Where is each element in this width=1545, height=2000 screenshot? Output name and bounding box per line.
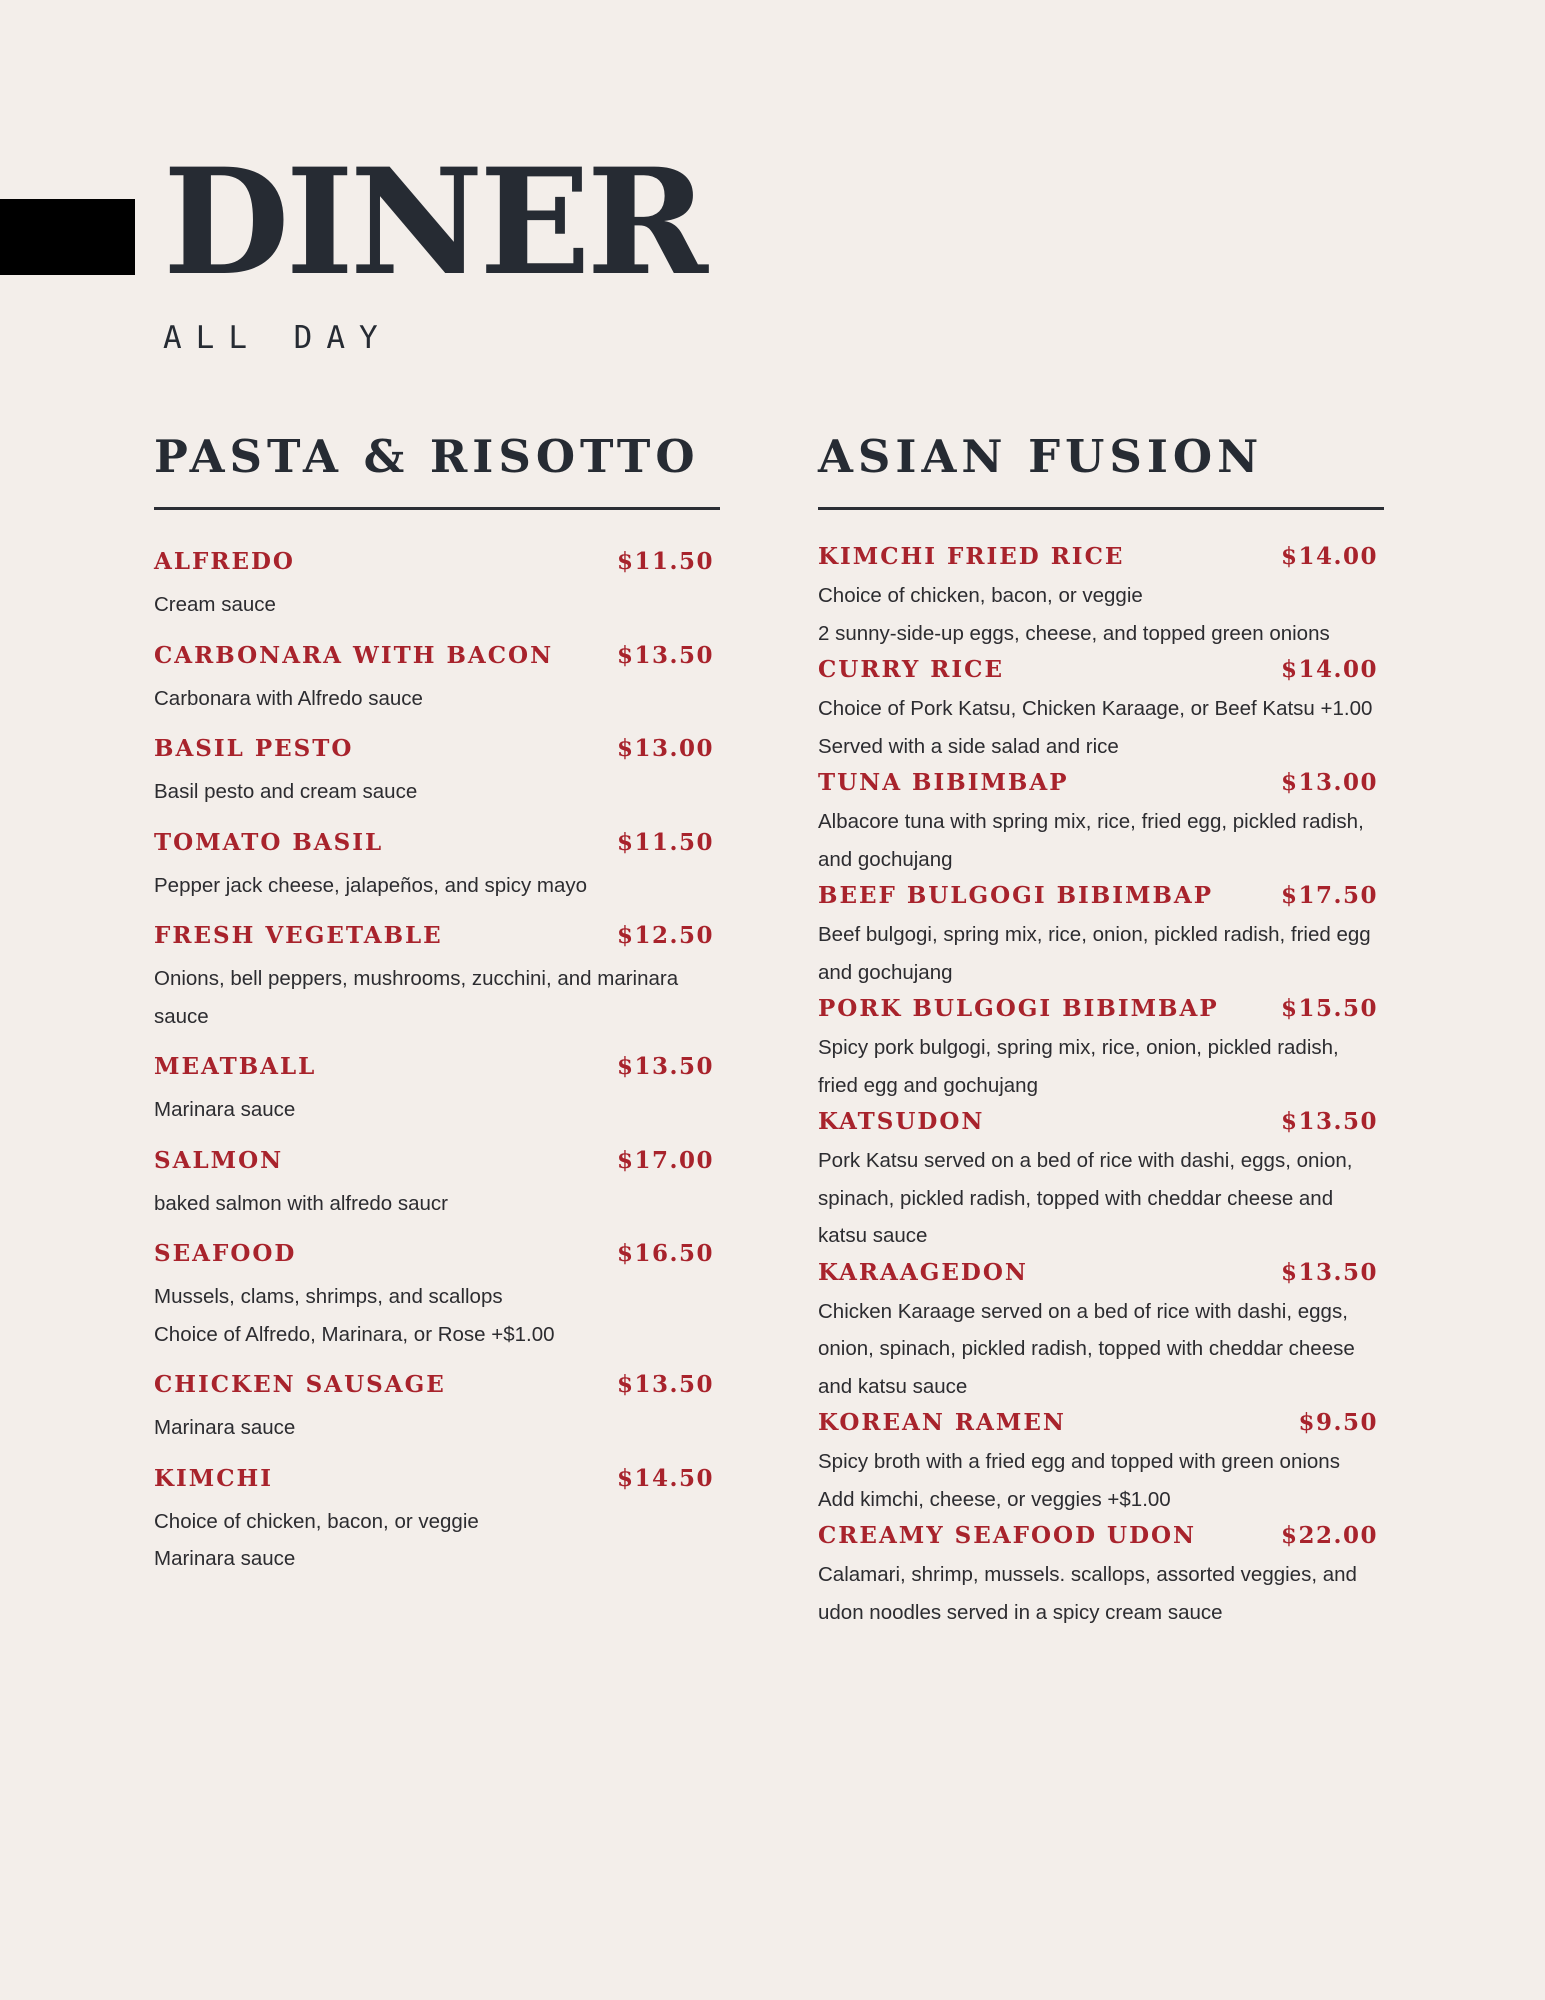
menu-item [154,916,720,1035]
menu-item [818,539,1384,652]
menu-item-description: Marinara sauce [154,1547,296,1570]
menu-item-header [818,1518,1384,1556]
menu-item-description: Marinara sauce [154,1416,296,1439]
section-divider [818,507,1384,510]
menu-item-description: Marinara sauce [154,1098,296,1121]
menu-item-description: Mussels, clams, shrimps, and scallops [154,1285,503,1308]
menu-item-header [154,1365,720,1409]
menu-item-header [154,542,720,586]
menu-item-description: Albacore tuna with spring mix, rice, fried egg, pickled radish, and gochujang [818,810,1364,871]
menu-item-price: $16.50 [616,1240,714,1267]
menu-item-price: $9.50 [1298,1409,1378,1436]
menu-item-description: 2 sunny-side-up eggs, cheese, and topped green onions [818,621,1330,645]
menu-item-name: BEEF BULGOGI BIBIMBAP [818,882,1214,909]
menu-item-header [154,823,720,867]
section-title: ASIAN FUSION [818,430,1264,483]
menu-item-name: SALMON [154,1146,284,1174]
menu-item-name: SEAFOOD [154,1240,297,1267]
menu-item-name: TUNA BIBIMBAP [818,769,1069,796]
menu-item-description: Choice of chicken, bacon, or veggie [818,584,1143,607]
decorative-black-bar [0,199,135,275]
menu-item-header [818,878,1384,916]
menu-item [154,823,720,905]
menu-item-header [154,1234,720,1278]
menu-item-price: $13.00 [1280,769,1378,796]
menu-title: DINER [163,137,704,308]
menu-item-description: Chicken Karaage served on a bed of rice with dashi, eggs, onion, spinach, pickled radish, topped with cheddar cheese and katsu sauce [818,1299,1355,1398]
menu-item-description: Pepper jack cheese, jalapeños, and spicy mayo [154,873,588,897]
menu-item [154,542,720,624]
section-title: PASTA & RISOTTO [154,430,700,483]
section-divider [154,507,720,510]
menu-item [818,1255,1384,1406]
menu-item-name: FRESH VEGETABLE [154,922,443,949]
menu-item-name: KIMCHI FRIED RICE [818,543,1125,570]
menu-item-header [154,729,720,773]
menu-item-price: $13.50 [616,641,714,669]
menu-item [818,765,1384,878]
menu-item [818,652,1384,765]
menu-item [818,991,1384,1104]
menu-item-name: ALFREDO [154,548,295,575]
menu-item-name: CURRY RICE [818,656,1005,683]
menu-item-price: $17.50 [1280,882,1378,909]
menu-item-header [818,1405,1384,1443]
menu-item-price: $14.00 [1280,543,1378,570]
menu-item-name: KARAAGEDON [818,1258,1028,1286]
menu-item-header [154,1459,720,1503]
menu-item-description: Pork Katsu served on a bed of rice with dashi, eggs, onion, spinach, pickled radish, topped with cheddar cheese and katsu sauce [818,1149,1353,1247]
menu-item-description: Onions, bell peppers, mushrooms, zucchini, and marinara sauce [154,967,679,1028]
menu-item-header [154,1141,720,1185]
menu-item-price: $13.50 [1280,1108,1378,1135]
menu-item-description: Choice of Pork Katsu, Chicken Karaage, or Beef Katsu +1.00 [818,697,1373,720]
menu-item-price: $17.00 [616,1146,714,1174]
menu-item-name: CHICKEN SAUSAGE [154,1371,446,1398]
menu-item-name: KATSUDON [818,1108,985,1135]
menu-item-price: $15.50 [1280,995,1378,1022]
menu-item-name: KIMCHI [154,1464,274,1492]
menu-item [154,1234,720,1353]
menu-item [818,1405,1384,1518]
menu-item [818,878,1384,991]
menu-item-description: Spicy broth with a fried egg and topped with green onions [818,1450,1340,1473]
menu-item [818,1104,1384,1255]
menu-item-description: Served with a side salad and rice [818,734,1119,758]
menu-item-price: $11.50 [616,548,714,575]
menu-item [154,1141,720,1223]
menu-item-price: $13.00 [616,735,714,762]
menu-item-list [818,539,1384,1631]
menu-item-description: Spicy pork bulgogi, spring mix, rice, onion, pickled radish, fried egg and gochujang [818,1036,1339,1097]
menu-item-description: Beef bulgogi, spring mix, rice, onion, pickled radish, fried egg and gochujang [818,923,1371,984]
menu-item-header [818,652,1384,690]
menu-item-description: Add kimchi, cheese, or veggies +$1.00 [818,1487,1171,1511]
menu-item [818,1518,1384,1631]
menu-item-description: Choice of chicken, bacon, or veggie [154,1509,479,1533]
menu-item-price: $12.50 [616,922,714,949]
menu-item [154,636,720,718]
menu-item-header [154,916,720,960]
menu-item-price: $13.50 [616,1371,714,1398]
menu-item-name: TOMATO BASIL [154,828,384,856]
menu-item-name: MEATBALL [154,1053,317,1080]
menu-item-price: $14.00 [1280,656,1378,683]
menu-subtitle: ALL DAY [163,320,392,356]
menu-item-description: Choice of Alfredo, Marinara, or Rose +$1.00 [154,1322,555,1346]
menu-item-header [818,1255,1384,1293]
menu-item-header [818,765,1384,803]
menu-item [154,1365,720,1447]
menu-item-description: Carbonara with Alfredo sauce [154,686,423,710]
menu-item [154,729,720,811]
menu-item [154,1459,720,1578]
menu-item-price: $14.50 [616,1464,714,1492]
menu-item-header [154,1047,720,1091]
menu-item-description: Basil pesto and cream sauce [154,780,418,803]
menu-item-header [818,1104,1384,1142]
menu-item-price: $22.00 [1280,1522,1378,1549]
menu-item-name: KOREAN RAMEN [818,1409,1066,1436]
section-pasta-risotto [154,425,720,1590]
menu-item-name: CREAMY SEAFOOD UDON [818,1522,1197,1549]
menu-item-description: Cream sauce [154,593,276,616]
menu-item [154,1047,720,1129]
menu-item-header [154,636,720,680]
menu-item-name: PORK BULGOGI BIBIMBAP [818,995,1219,1022]
menu-item-header [818,991,1384,1029]
section-asian-fusion [818,425,1384,1631]
menu-item-list [154,542,720,1578]
menu-item-description: Calamari, shrimp, mussels. scallops, assorted veggies, and udon noodles served in a spicy cream sauce [818,1563,1357,1624]
menu-item-description: baked salmon with alfredo saucr [154,1191,448,1215]
menu-item-name: CARBONARA WITH BACON [154,641,554,669]
menu-item-name: BASIL PESTO [154,735,354,762]
menu-item-header [818,539,1384,577]
menu-item-price: $13.50 [616,1053,714,1080]
menu-item-price: $13.50 [1280,1258,1378,1286]
menu-item-price: $11.50 [616,828,714,856]
